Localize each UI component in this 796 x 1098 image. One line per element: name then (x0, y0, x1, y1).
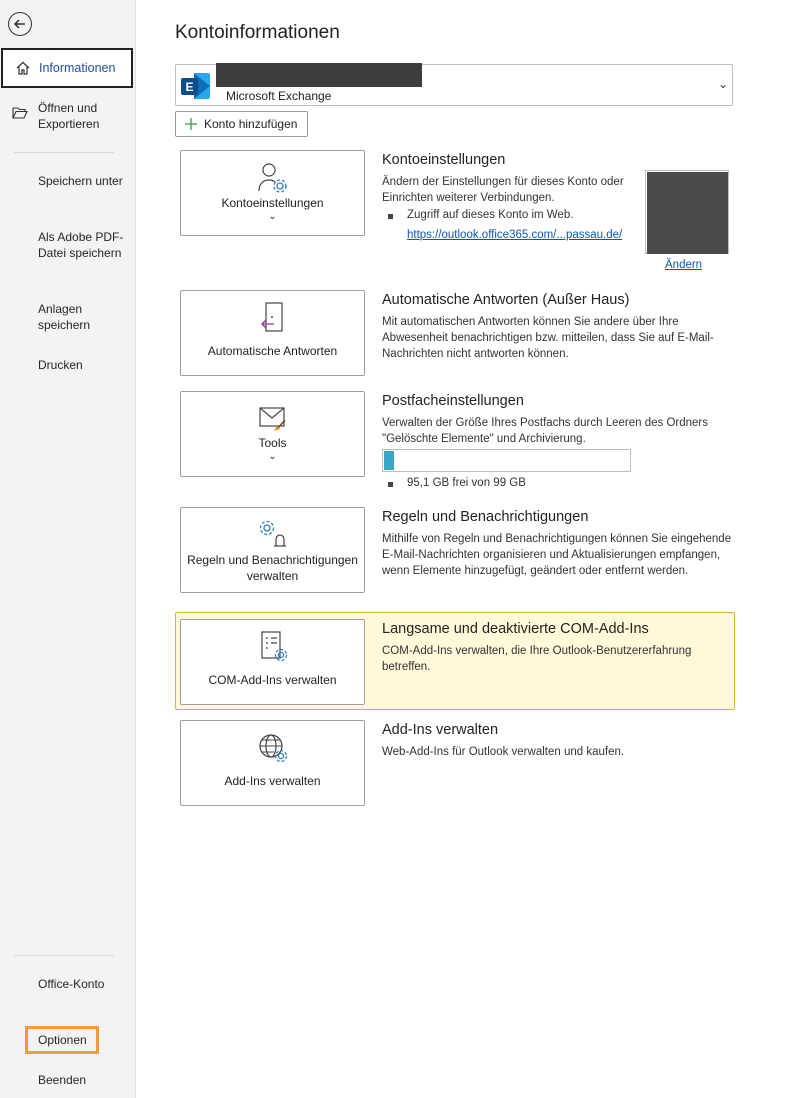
nav-options-label: Optionen (38, 1033, 87, 1047)
nav-save-attachments[interactable] (0, 301, 135, 333)
nav-exit[interactable] (0, 1072, 135, 1088)
mailbox-settings-desc: Verwalten der Größe Ihres Postfachs durch Leeren des Ordners "Gelöschte Elemente" und Archivierung. (382, 417, 708, 445)
manage-addins-label: Add-Ins verwalten (224, 774, 321, 788)
nav-save-pdf-label: Als Adobe PDF-Datei speichern (38, 230, 124, 260)
person-settings-icon (257, 161, 289, 195)
automatic-replies-title: Automatische Antworten (Außer Haus) (382, 292, 630, 308)
account-settings-desc: Ändern der Einstellungen für dieses Konto oder Einrichten weiterer Verbindungen. (382, 176, 624, 204)
nav-save-as-label: Speichern unter (38, 174, 123, 188)
automatic-replies-label: Automatische Antworten (207, 344, 338, 358)
door-arrow-icon (258, 301, 288, 335)
sidebar-divider (14, 152, 114, 153)
nav-print[interactable] (0, 357, 135, 373)
page-title: Kontoinformationen (175, 22, 340, 43)
com-addins-desc: COM-Add-Ins verwalten, die Ihre Outlook-Benutzererfahrung betreffen. (382, 645, 692, 673)
exchange-logo-letter: E (185, 80, 194, 94)
account-settings-title: Kontoeinstellungen (382, 152, 506, 168)
nav-informationen-label: Informationen (39, 61, 116, 75)
web-access-text: Zugriff auf dieses Konto im Web. (407, 209, 574, 221)
exchange-logo-icon (180, 70, 212, 102)
nav-save-attachments-label: Anlagen speichern (38, 302, 91, 332)
add-account-label: Konto hinzufügen (204, 117, 298, 131)
mailbox-broom-icon (257, 402, 289, 436)
chevron-down-icon[interactable]: ⌄ (717, 77, 728, 91)
nav-save-as[interactable] (0, 173, 135, 189)
nav-open-export-label: Öffnen und Exportieren (38, 101, 100, 131)
gear-bell-icon (257, 518, 289, 552)
chevron-down-icon: ⌄ (268, 211, 277, 222)
storage-progress-bar (382, 449, 631, 472)
storage-bullet (388, 477, 526, 489)
rules-alerts-desc: Mithilfe von Regeln und Benachrichtigungen können Sie eingehende E-Mail-Nachrichten organisieren und Aktualisierungen empfangen, wenn Elemente hinzugefügt, geändert oder entfernt werden. (382, 533, 732, 577)
add-account-button[interactable] (175, 111, 308, 137)
owa-link[interactable]: https://outlook.office365.com/...passau.de/ (407, 229, 623, 241)
com-addins-button[interactable] (180, 619, 365, 705)
profile-photo-redacted (647, 172, 728, 254)
storage-text: 95,1 GB frei von 99 GB (407, 477, 526, 489)
account-selector[interactable] (175, 64, 733, 106)
nav-options[interactable] (0, 1032, 135, 1048)
tools-button[interactable] (180, 391, 365, 477)
account-type: Microsoft Exchange (226, 89, 332, 103)
home-icon (15, 60, 31, 76)
nav-informationen[interactable] (1, 48, 133, 88)
nav-save-pdf[interactable] (0, 229, 135, 261)
com-addins-label: COM-Add-Ins verwalten (208, 673, 337, 687)
nav-office-account[interactable] (0, 976, 135, 992)
storage-progress-fill (384, 451, 394, 470)
nav-exit-label: Beenden (38, 1073, 87, 1087)
profile-photo[interactable] (645, 170, 729, 254)
chevron-down-icon: ⌄ (268, 451, 277, 462)
plus-icon (184, 117, 198, 131)
web-access-bullet (388, 209, 573, 221)
folder-open-icon (12, 106, 28, 120)
rules-alerts-button[interactable] (180, 507, 365, 593)
rules-alerts-label: Regeln und Benachrichtigungen verwalten (187, 553, 358, 583)
globe-settings-icon (257, 731, 289, 765)
manage-addins-title: Add-Ins verwalten (382, 722, 499, 738)
backstage-sidebar (0, 0, 136, 1098)
account-name-redacted (216, 63, 422, 87)
account-settings-label: Kontoeinstellungen (221, 196, 324, 210)
automatic-replies-button[interactable] (180, 290, 365, 376)
tools-label: Tools (258, 436, 287, 450)
back-button[interactable] (8, 12, 32, 36)
change-photo-link[interactable]: Ändern (665, 259, 703, 271)
rules-alerts-title: Regeln und Benachrichtigungen (382, 509, 589, 525)
mailbox-settings-title: Postfacheinstellungen (382, 393, 524, 409)
back-arrow-icon (13, 17, 27, 31)
automatic-replies-desc: Mit automatischen Antworten können Sie andere über Ihre Abwesenheit benachrichtigen bzw. mitteilen, dass Sie auf E-Mail-Nachrichten nicht antworten können. (382, 316, 714, 360)
sidebar-divider (14, 955, 114, 956)
manage-addins-button[interactable] (180, 720, 365, 806)
list-settings-icon (257, 630, 289, 664)
manage-addins-desc: Web-Add-Ins für Outlook verwalten und kaufen. (382, 746, 625, 758)
nav-office-account-label: Office-Konto (38, 977, 105, 991)
nav-open-export[interactable] (0, 100, 135, 132)
com-addins-title: Langsame und deaktivierte COM-Add-Ins (382, 621, 649, 637)
nav-print-label: Drucken (38, 358, 83, 372)
account-settings-button[interactable] (180, 150, 365, 236)
